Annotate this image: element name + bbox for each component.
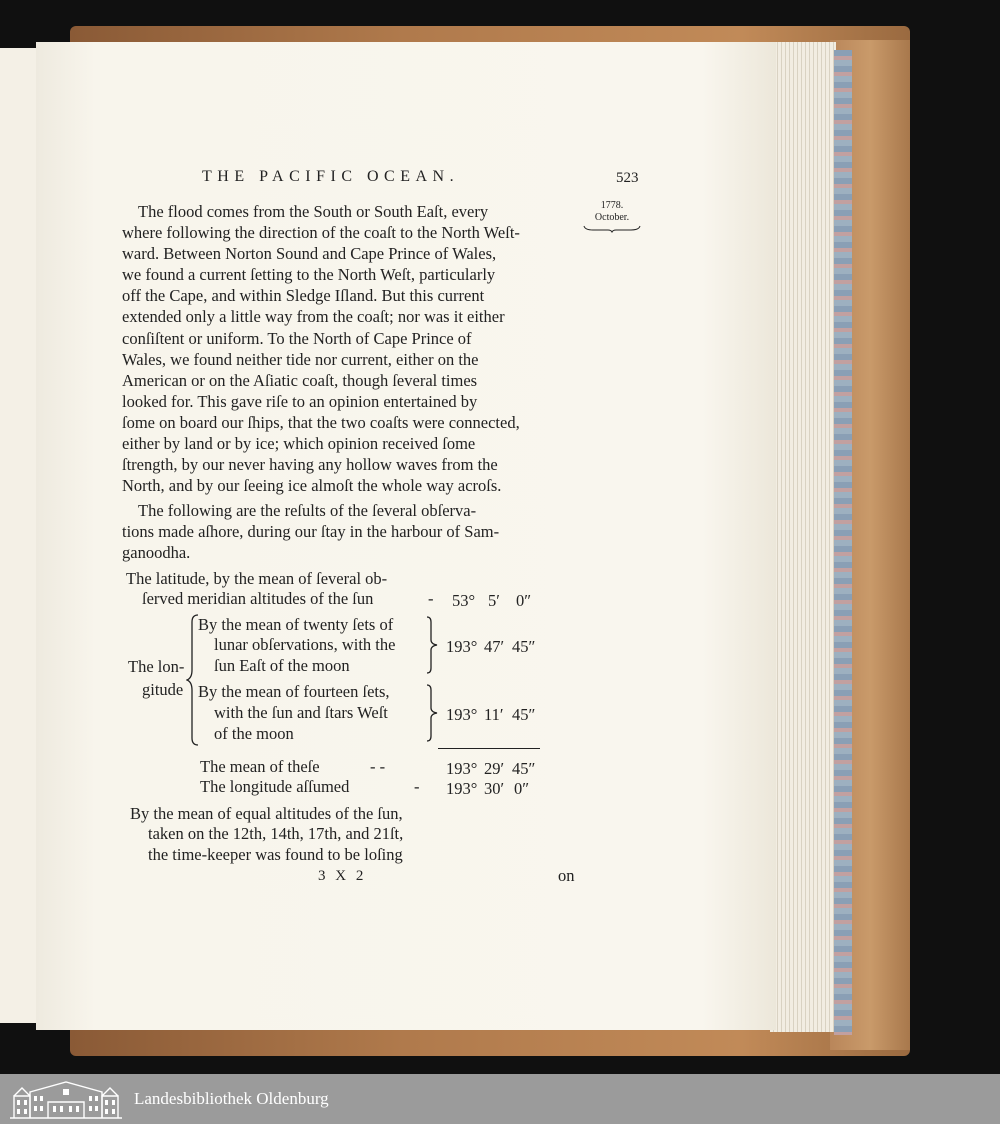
text-line: ganoodha. <box>122 543 191 563</box>
stars-line-2: with the ſun and ſtars Weſt <box>214 703 388 722</box>
left-page-edge <box>0 48 38 1023</box>
assumed-dash: - <box>414 777 420 796</box>
stars-line-1: By the mean of fourteen ſets, <box>198 682 390 701</box>
text-line: ward. Between Norton Sound and Cape Prince of Wales, <box>122 244 497 264</box>
running-title: THE PACIFIC OCEAN. <box>202 168 460 185</box>
lunar-seconds: 45″ <box>512 637 536 656</box>
margin-date-note <box>582 200 642 233</box>
mean-dashes: - - <box>370 757 386 776</box>
lunar-degrees: 193° <box>446 637 478 656</box>
lunar-line-3: ſun Eaſt of the moon <box>214 656 350 675</box>
library-footer <box>0 1074 1000 1124</box>
text-line: American or on the Aſiatic coaſt, though ſeveral times <box>122 370 478 390</box>
assumed-minutes: 30′ <box>484 779 505 798</box>
latitude-seconds: 0″ <box>516 591 532 610</box>
mean-label: The mean of theſe <box>200 757 320 776</box>
stars-seconds: 45″ <box>512 705 536 724</box>
latitude-minutes: 5′ <box>488 591 500 610</box>
text-line: we found a current ſetting to the North Weſt, particularly <box>122 265 496 285</box>
marbled-edge <box>834 50 852 1035</box>
text-line: North, and by our ſeeing ice almoſt the whole way acroſs. <box>122 476 502 496</box>
library-building-logo-icon <box>8 1078 124 1120</box>
text-line: tions made aſhore, during our ſtay in the harbour of Sam- <box>122 522 500 542</box>
equal-altitudes-line-1: By the mean of equal altitudes of the ſun, <box>130 804 403 823</box>
latitude-dash: - <box>428 589 434 608</box>
longitude-label-1: The lon- <box>128 657 185 676</box>
mean-seconds: 45″ <box>512 759 536 778</box>
stars-line-3: of the moon <box>214 724 294 743</box>
text-line: looked for. This gave riſe to an opinion entertained by <box>122 391 478 411</box>
library-name: Landesbibliothek Oldenburg <box>134 1089 329 1108</box>
text-line: The following are the reſults of the ſeveral obſerva- <box>138 501 477 520</box>
mean-degrees: 193° <box>446 759 478 778</box>
page-number: 523 <box>616 170 639 186</box>
paragraph-flood <box>122 201 570 496</box>
text-line: off the Cape, and within Sledge Iſland. But this current <box>122 286 485 306</box>
stars-degrees: 193° <box>446 705 478 724</box>
catchword: on <box>558 866 575 885</box>
sum-rule <box>438 748 540 749</box>
text-line: Wales, we found neither tide nor current, either on the <box>122 349 479 369</box>
longitude-label-2: gitude <box>142 680 184 699</box>
latitude-line-2: ſerved meridian altitudes of the ſun <box>142 589 374 608</box>
lunar-minutes: 47′ <box>484 637 505 656</box>
stars-minutes: 11′ <box>484 705 504 724</box>
margin-year: 1778. <box>600 200 624 211</box>
assumed-seconds: 0″ <box>514 779 530 798</box>
text-line: extended only a little way from the coaſt; nor was it either <box>122 307 505 327</box>
text-line: either by land or by ice; which opinion received ſome <box>122 434 476 454</box>
latitude-line-1: The latitude, by the mean of ſeveral ob- <box>126 569 388 588</box>
right-curly-brace-icon <box>426 684 438 742</box>
paragraph-results <box>122 500 570 563</box>
signature-mark: 3 X 2 <box>318 868 367 884</box>
margin-month: October. <box>594 212 630 223</box>
text-line: The flood comes from the South or South Eaſt, every <box>138 202 489 221</box>
equal-altitudes-line-3: the time-keeper was found to be loſing <box>148 845 403 864</box>
margin-brace-icon <box>583 225 641 233</box>
assumed-degrees: 193° <box>446 779 478 798</box>
page-edges <box>770 42 836 1032</box>
text-line: conſiſtent or uniform. To the North of Cape Prince of <box>122 328 472 348</box>
text-line: ſome on board our ſhips, that the two coaſts were connected, <box>122 412 520 432</box>
lunar-line-1: By the mean of twenty ſets of <box>198 615 394 634</box>
text-line: where following the direction of the coaſt to the North Weſt- <box>122 223 520 243</box>
text-line: ſtrength, by our never having any hollow waves from the <box>122 455 498 475</box>
right-curly-brace-icon <box>426 616 438 674</box>
lunar-line-2: lunar obſervations, with the <box>214 635 396 654</box>
assumed-label: The longitude aſſumed <box>200 777 350 796</box>
latitude-degrees: 53° <box>452 591 476 610</box>
equal-altitudes-line-2: taken on the 12th, 14th, 17th, and 21ſt, <box>148 824 404 843</box>
mean-minutes: 29′ <box>484 759 505 778</box>
